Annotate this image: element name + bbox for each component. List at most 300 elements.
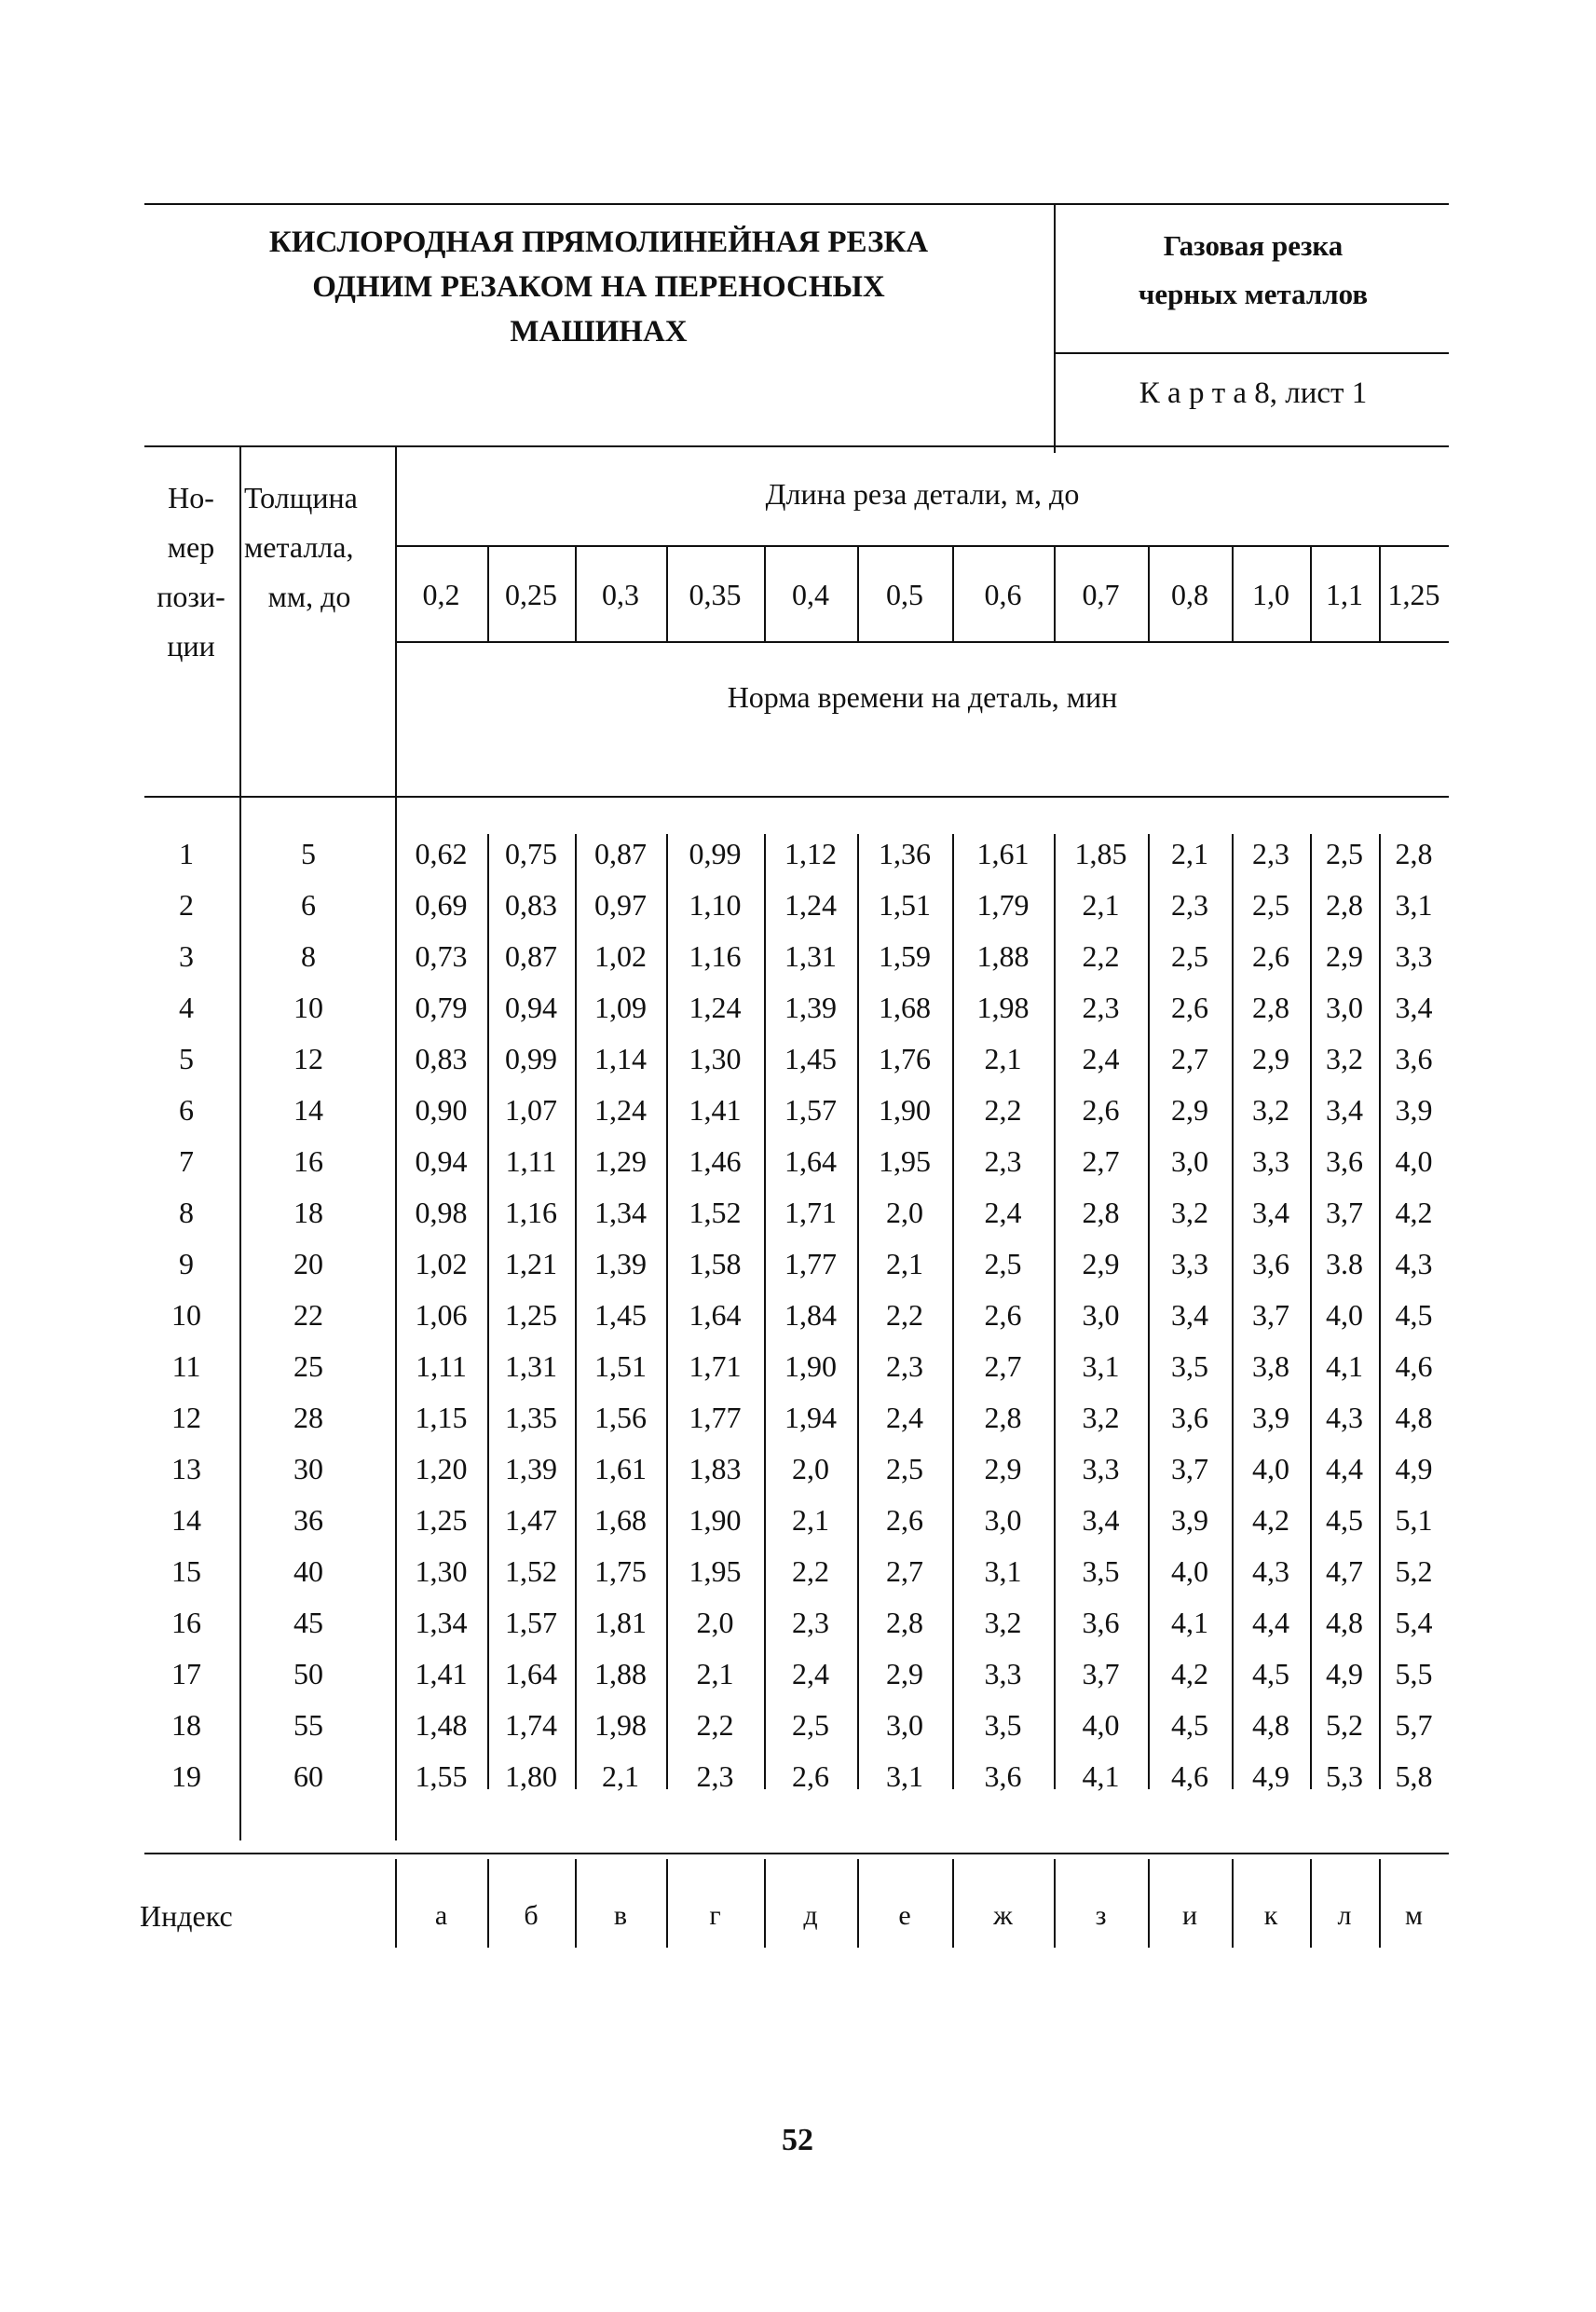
norm-value-cell: 1,34 (594, 1196, 647, 1229)
norm-value-cell: 2,0 (792, 1452, 829, 1485)
norm-value-cell: 0,94 (415, 1144, 468, 1178)
norm-value-cell: 2,8 (1326, 888, 1363, 922)
index-letter-cell: к (1263, 1900, 1278, 1931)
title-line-1: КИСЛОРОДНАЯ ПРЯМОЛИНЕЙНАЯ РЕЗКА (268, 226, 929, 259)
norm-value-cell: 1,15 (415, 1401, 468, 1434)
norm-value-cell: 3,4 (1082, 1503, 1120, 1537)
length-header-cell: 0,25 (505, 578, 557, 611)
norm-value-cell: 1,95 (689, 1554, 742, 1588)
thickness-cell: 22 (293, 1298, 323, 1332)
norm-value-cell: 1,76 (879, 1042, 931, 1075)
norm-value-cell: 1,98 (976, 991, 1030, 1024)
norm-value-cell: 4,3 (1395, 1247, 1433, 1280)
position-cell: 11 (171, 1349, 201, 1383)
norm-value-cell: 2,3 (792, 1606, 829, 1639)
norm-value-cell: 1,52 (505, 1554, 557, 1588)
norm-value-cell: 1,41 (415, 1657, 468, 1690)
position-header-line-2: мер (167, 530, 215, 564)
norm-value-cell: 2,5 (886, 1452, 923, 1485)
norm-value-cell: 4,0 (1171, 1554, 1208, 1588)
position-cell: 2 (179, 888, 194, 922)
norm-value-cell: 4,2 (1395, 1196, 1433, 1229)
norm-value-cell: 2,3 (984, 1144, 1022, 1178)
norm-value-cell: 1,21 (505, 1247, 557, 1280)
norm-value-cell: 1,68 (594, 1503, 647, 1537)
norm-value-cell: 4,1 (1171, 1606, 1208, 1639)
position-header-line-4: ции (167, 629, 215, 663)
norm-value-cell: 2,4 (792, 1657, 829, 1690)
norm-value-cell: 3,6 (1171, 1401, 1208, 1434)
norm-value-cell: 3,1 (1082, 1349, 1120, 1383)
thickness-column-header (244, 473, 393, 622)
norm-value-cell: 1,64 (689, 1298, 742, 1332)
norm-value-cell: 3,3 (1171, 1247, 1208, 1280)
norm-value-cell: 1,85 (1074, 837, 1127, 870)
norm-value-cell: 1,83 (689, 1452, 742, 1485)
norm-value-cell: 1,61 (594, 1452, 647, 1485)
norm-value-cell: 0,87 (505, 939, 557, 973)
position-cell: 18 (171, 1708, 201, 1742)
norm-value-cell: 3,4 (1252, 1196, 1289, 1229)
norm-value-cell: 1,51 (594, 1349, 647, 1383)
norm-value-cell: 1,41 (689, 1093, 742, 1127)
thickness-cell: 25 (293, 1349, 323, 1383)
index-letter-cell: д (803, 1900, 818, 1931)
norm-value-cell: 1,25 (505, 1298, 557, 1332)
norm-value-cell: 2,7 (886, 1554, 923, 1588)
norm-value-cell: 3,2 (1326, 1042, 1363, 1075)
thickness-header-line-1: Толщина (244, 481, 358, 514)
norm-value-cell: 3,4 (1395, 991, 1433, 1024)
norm-value-cell: 1,46 (689, 1144, 742, 1178)
thickness-cell: 16 (293, 1144, 323, 1178)
norm-value-cell: 1,52 (689, 1196, 742, 1229)
norm-value-cell: 3,4 (1326, 1093, 1363, 1127)
position-cell: 16 (171, 1606, 201, 1639)
norm-value-cell: 2,2 (696, 1708, 734, 1742)
norm-value-cell: 1,09 (594, 991, 647, 1024)
norm-value-cell: 2,4 (886, 1401, 923, 1434)
norm-value-cell: 4,7 (1326, 1554, 1363, 1588)
position-cell: 13 (171, 1452, 201, 1485)
position-thickness-divider (239, 445, 241, 1840)
thickness-header-line-3: мм, до (267, 580, 351, 613)
norm-value-cell: 2,6 (984, 1298, 1022, 1332)
norm-value-cell: 1,11 (505, 1144, 557, 1178)
header-vertical-divider (1054, 203, 1056, 453)
position-header-line-1: Но- (168, 481, 214, 514)
norm-value-cell: 4,0 (1082, 1708, 1120, 1742)
norm-value-cell: 3,9 (1395, 1093, 1433, 1127)
norm-value-cell: 2,2 (984, 1093, 1022, 1127)
norm-value-cell: 1,10 (689, 888, 742, 922)
norm-value-cell: 1,58 (689, 1247, 742, 1280)
norm-value-cell: 1,57 (505, 1606, 557, 1639)
thickness-header-line-2: металла, (244, 530, 354, 564)
norm-value-cell: 4,6 (1395, 1349, 1433, 1383)
norm-value-cell: 1,31 (784, 939, 837, 973)
thickness-cell: 18 (293, 1196, 323, 1229)
norm-value-cell: 1,64 (505, 1657, 557, 1690)
thickness-cell: 60 (293, 1759, 323, 1793)
norm-value-cell: 2,8 (1395, 837, 1433, 870)
norm-value-cell: 2,1 (1082, 888, 1120, 922)
norm-value-cell: 3,2 (1252, 1093, 1289, 1127)
page-title (149, 220, 1048, 354)
norm-value-cell: 4,3 (1326, 1401, 1363, 1434)
category-line-2: черных металлов (1138, 278, 1369, 310)
norm-value-cell: 1,75 (594, 1554, 647, 1588)
norm-value-cell: 2,7 (984, 1349, 1022, 1383)
norm-value-cell: 2,1 (696, 1657, 734, 1690)
norm-value-cell: 3,3 (1395, 939, 1433, 973)
norm-value-cell: 4,5 (1171, 1708, 1208, 1742)
position-cell: 1 (179, 837, 194, 870)
norm-value-cell: 1,81 (594, 1606, 647, 1639)
norm-value-cell: 1,77 (689, 1401, 742, 1434)
norm-value-cell: 3,5 (1082, 1554, 1120, 1588)
norm-value-cell: 5,5 (1395, 1657, 1433, 1690)
norm-value-cell: 1,80 (505, 1759, 557, 1793)
thickness-cell: 45 (293, 1606, 323, 1639)
norm-value-cell: 3,2 (1171, 1196, 1208, 1229)
page-number: 52 (782, 2123, 813, 2157)
norm-value-cell: 1,25 (415, 1503, 468, 1537)
norm-value-cell: 0,79 (415, 991, 468, 1024)
norm-value-cell: 3,7 (1252, 1298, 1289, 1332)
index-letter-cell: а (434, 1900, 448, 1931)
norm-value-cell: 3.8 (1326, 1247, 1363, 1280)
norm-value-cell: 1,35 (505, 1401, 557, 1434)
norm-value-cell: 1,61 (976, 837, 1030, 870)
length-values-rule (395, 641, 1449, 643)
norm-header: Норма времени на деталь, мин (727, 680, 1118, 714)
length-header-cell: 0,5 (886, 578, 923, 611)
norm-value-cell: 2,7 (1082, 1144, 1120, 1178)
norm-value-cell: 0,90 (415, 1093, 468, 1127)
norm-value-cell: 5,8 (1395, 1759, 1433, 1793)
norm-value-cell: 0,83 (505, 888, 557, 922)
norm-value-cell: 0,99 (505, 1042, 557, 1075)
norm-value-cell: 4,8 (1252, 1708, 1289, 1742)
norm-value-cell: 1,59 (879, 939, 931, 973)
norm-value-cell: 1,51 (879, 888, 931, 922)
norm-value-cell: 2,6 (886, 1503, 923, 1537)
norm-value-cell: 0,75 (505, 837, 557, 870)
norm-value-cell: 2,9 (1082, 1247, 1120, 1280)
norm-value-cell: 2,6 (1252, 939, 1289, 973)
norm-value-cell: 2,5 (1252, 888, 1289, 922)
norm-value-cell: 2,1 (984, 1042, 1022, 1075)
norm-value-cell: 1,88 (594, 1657, 647, 1690)
norm-value-cell: 4,3 (1252, 1554, 1289, 1588)
norm-value-cell: 1,71 (784, 1196, 837, 1229)
norm-value-cell: 1,14 (594, 1042, 647, 1075)
norm-value-cell: 1,77 (784, 1247, 837, 1280)
norm-value-cell: 4,2 (1171, 1657, 1208, 1690)
norm-value-cell: 4,0 (1326, 1298, 1363, 1332)
norm-value-cell: 3,0 (1326, 991, 1363, 1024)
length-header-cell: 0,8 (1171, 578, 1208, 611)
norm-value-cell: 2,6 (1171, 991, 1208, 1024)
norm-value-cell: 1,90 (689, 1503, 742, 1537)
norm-value-cell: 5,2 (1326, 1708, 1363, 1742)
thickness-cell: 55 (293, 1708, 323, 1742)
norm-value-cell: 4,0 (1252, 1452, 1289, 1485)
thickness-cell: 50 (293, 1657, 323, 1690)
norm-value-cell: 2,9 (1252, 1042, 1289, 1075)
length-header-cell: 0,7 (1082, 578, 1120, 611)
norm-value-cell: 3,0 (886, 1708, 923, 1742)
norm-value-cell: 1,84 (784, 1298, 837, 1332)
category-line-1: Газовая резка (1163, 229, 1344, 262)
index-letter-cell: в (613, 1900, 628, 1931)
table-header-bottom-rule (144, 796, 1449, 798)
norm-value-cell: 2,9 (1171, 1093, 1208, 1127)
norm-value-cell: 4,8 (1395, 1401, 1433, 1434)
index-letter-cell: з (1095, 1900, 1107, 1931)
norm-value-cell: 3,6 (1082, 1606, 1120, 1639)
thickness-cell: 12 (293, 1042, 323, 1075)
norm-value-cell: 2,8 (1252, 991, 1289, 1024)
norm-value-cell: 3,0 (984, 1503, 1022, 1537)
thickness-cell: 5 (301, 837, 316, 870)
length-header-cell: 1,1 (1326, 578, 1363, 611)
norm-value-cell: 1,20 (415, 1452, 468, 1485)
norm-value-cell: 0,69 (415, 888, 468, 922)
norm-value-cell: 4,1 (1082, 1759, 1120, 1793)
position-cell: 3 (179, 939, 194, 973)
norm-value-cell: 1,24 (594, 1093, 647, 1127)
norm-value-cell: 2,6 (1082, 1093, 1120, 1127)
norm-value-cell: 2,9 (984, 1452, 1022, 1485)
norm-value-cell: 3,6 (984, 1759, 1022, 1793)
norm-value-cell: 2,5 (1326, 837, 1363, 870)
norm-value-cell: 1,55 (415, 1759, 468, 1793)
norm-value-cell: 5,3 (1326, 1759, 1363, 1793)
norm-value-cell: 2,7 (1171, 1042, 1208, 1075)
norm-value-cell: 1,57 (784, 1093, 837, 1127)
thickness-cell: 6 (301, 888, 316, 922)
norm-value-cell: 1,39 (594, 1247, 647, 1280)
thickness-cell: 36 (293, 1503, 323, 1537)
norm-value-cell: 3,1 (886, 1759, 923, 1793)
position-cell: 14 (171, 1503, 201, 1537)
norm-value-cell: 1,90 (784, 1349, 837, 1383)
norm-value-cell: 3,9 (1252, 1401, 1289, 1434)
norm-value-cell: 0,97 (594, 888, 647, 922)
thickness-cell: 20 (293, 1247, 323, 1280)
norm-value-cell: 3,5 (984, 1708, 1022, 1742)
norm-value-cell: 2,9 (886, 1657, 923, 1690)
norm-value-cell: 2,5 (984, 1247, 1022, 1280)
position-cell: 19 (171, 1759, 201, 1793)
thickness-cell: 28 (293, 1401, 323, 1434)
norm-value-cell: 1,94 (784, 1401, 837, 1434)
norm-value-cell: 4,6 (1171, 1759, 1208, 1793)
norm-value-cell: 3,6 (1395, 1042, 1433, 1075)
thickness-cell: 10 (293, 991, 323, 1024)
norm-value-cell: 2,1 (602, 1759, 639, 1793)
norm-value-cell: 1,31 (505, 1349, 557, 1383)
position-cell: 15 (171, 1554, 201, 1588)
norm-value-cell: 1,16 (505, 1196, 557, 1229)
norm-value-cell: 5,7 (1395, 1708, 1433, 1742)
norm-value-cell: 3,0 (1171, 1144, 1208, 1178)
norm-value-cell: 3,3 (1252, 1144, 1289, 1178)
norm-value-cell: 2,0 (696, 1606, 734, 1639)
norm-value-cell: 5,2 (1395, 1554, 1433, 1588)
norm-value-cell: 1,39 (505, 1452, 557, 1485)
position-cell: 5 (179, 1042, 194, 1075)
norm-value-cell: 2,3 (886, 1349, 923, 1383)
card-label: К а р т а 8, лист 1 (1139, 376, 1368, 410)
norm-value-cell: 3,3 (984, 1657, 1022, 1690)
norm-value-cell: 0,83 (415, 1042, 468, 1075)
norm-value-cell: 3,5 (1171, 1349, 1208, 1383)
norm-value-cell: 0,94 (505, 991, 557, 1024)
norm-value-cell: 3,7 (1082, 1657, 1120, 1690)
norm-value-cell: 4,5 (1326, 1503, 1363, 1537)
norm-value-cell: 1,71 (689, 1349, 742, 1383)
norm-value-cell: 2,5 (792, 1708, 829, 1742)
title-line-2: ОДНИМ РЕЗАКОМ НА ПЕРЕНОСНЫХ (312, 270, 885, 304)
length-header-rule (395, 545, 1449, 547)
norm-value-cell: 1,24 (784, 888, 837, 922)
norm-value-cell: 2,0 (886, 1196, 923, 1229)
norm-value-cell: 1,48 (415, 1708, 468, 1742)
position-cell: 6 (179, 1093, 194, 1127)
norm-value-cell: 3,0 (1082, 1298, 1120, 1332)
index-label: Индекс (140, 1899, 233, 1933)
thickness-cell: 30 (293, 1452, 323, 1485)
norm-value-cell: 2,9 (1326, 939, 1363, 973)
norm-value-cell: 1,02 (594, 939, 647, 973)
norm-value-cell: 0,62 (415, 837, 468, 870)
title-line-3: МАШИНАХ (510, 315, 688, 349)
table-body-bottom-rule (144, 1853, 1449, 1854)
norm-value-cell: 4,1 (1326, 1349, 1363, 1383)
index-letter-cell: е (898, 1900, 911, 1931)
norm-value-cell: 0,98 (415, 1196, 468, 1229)
norm-value-cell: 1,98 (594, 1708, 647, 1742)
position-cell: 9 (179, 1247, 194, 1280)
norm-value-cell: 0,99 (689, 837, 742, 870)
header-card-rule (1054, 352, 1449, 354)
length-header-cell: 1,25 (1387, 578, 1440, 611)
norm-value-cell: 3,6 (1252, 1247, 1289, 1280)
norm-value-cell: 4,9 (1326, 1657, 1363, 1690)
norm-value-cell: 2,3 (1082, 991, 1120, 1024)
norm-value-cell: 2,6 (792, 1759, 829, 1793)
norm-value-cell: 1,95 (879, 1144, 931, 1178)
norm-value-cell: 4,4 (1326, 1452, 1363, 1485)
norm-value-cell: 1,45 (784, 1042, 837, 1075)
norm-value-cell: 1,07 (505, 1093, 557, 1127)
norm-value-cell: 3,6 (1326, 1144, 1363, 1178)
norm-value-cell: 1,06 (415, 1298, 468, 1332)
norm-value-cell: 2,8 (886, 1606, 923, 1639)
norm-value-cell: 1,64 (784, 1144, 837, 1178)
norm-value-cell: 2,3 (696, 1759, 734, 1793)
norm-value-cell: 2,3 (1171, 888, 1208, 922)
norm-value-cell: 1,74 (505, 1708, 557, 1742)
norm-value-cell: 1,45 (594, 1298, 647, 1332)
norm-value-cell: 4,0 (1395, 1144, 1433, 1178)
norm-value-cell: 3,1 (1395, 888, 1433, 922)
category-label (1057, 222, 1449, 319)
length-header-cell: 0,4 (792, 578, 829, 611)
norm-value-cell: 3,8 (1252, 1349, 1289, 1383)
position-cell: 12 (171, 1401, 201, 1434)
norm-value-cell: 1,56 (594, 1401, 647, 1434)
norm-value-cell: 3,7 (1326, 1196, 1363, 1229)
norm-value-cell: 2,5 (1171, 939, 1208, 973)
norm-value-cell: 1,36 (879, 837, 931, 870)
length-header-cell: 1,0 (1252, 578, 1289, 611)
norm-value-cell: 1,16 (689, 939, 742, 973)
norm-value-cell: 1,47 (505, 1503, 557, 1537)
length-header-cell: 0,3 (602, 578, 639, 611)
norm-value-cell: 1,12 (784, 837, 837, 870)
norm-value-cell: 2,4 (1082, 1042, 1120, 1075)
norm-value-cell: 2,8 (1082, 1196, 1120, 1229)
norm-value-cell: 4,2 (1252, 1503, 1289, 1537)
position-cell: 4 (179, 991, 194, 1024)
index-letter-cell: м (1405, 1900, 1423, 1931)
norm-value-cell: 4,9 (1395, 1452, 1433, 1485)
norm-value-cell: 2,2 (1082, 939, 1120, 973)
norm-value-cell: 1,24 (689, 991, 742, 1024)
norm-value-cell: 1,30 (415, 1554, 468, 1588)
norm-value-cell: 2,3 (1252, 837, 1289, 870)
norm-value-cell: 3,7 (1171, 1452, 1208, 1485)
position-cell: 10 (171, 1298, 201, 1332)
norm-value-cell: 2,4 (984, 1196, 1022, 1229)
index-letter-cell: ж (993, 1900, 1013, 1931)
index-letter-cell: и (1181, 1900, 1198, 1931)
norm-value-cell: 1,30 (689, 1042, 742, 1075)
thickness-cell: 40 (293, 1554, 323, 1588)
index-letter-cell: г (709, 1900, 721, 1931)
header-bottom-rule (144, 445, 1449, 447)
norm-value-cell: 4,9 (1252, 1759, 1289, 1793)
norm-value-cell: 2,2 (792, 1554, 829, 1588)
length-header: Длина реза детали, м, до (765, 477, 1080, 511)
norm-value-cell: 0,73 (415, 939, 468, 973)
length-header-cell: 0,35 (689, 578, 742, 611)
norm-value-cell: 0,87 (594, 837, 647, 870)
thickness-cell: 14 (293, 1093, 323, 1127)
index-letter-cell: л (1337, 1900, 1352, 1931)
norm-value-cell: 3,9 (1171, 1503, 1208, 1537)
norm-value-cell: 3,2 (984, 1606, 1022, 1639)
header-top-rule (144, 203, 1449, 205)
norm-value-cell: 4,8 (1326, 1606, 1363, 1639)
position-column-header (144, 473, 238, 671)
norm-value-cell: 3,1 (984, 1554, 1022, 1588)
norm-value-cell: 2,1 (1171, 837, 1208, 870)
norm-value-cell: 4,5 (1395, 1298, 1433, 1332)
position-cell: 8 (179, 1196, 194, 1229)
norm-value-cell: 1,29 (594, 1144, 647, 1178)
norm-value-cell: 2,8 (984, 1401, 1022, 1434)
norm-value-cell: 5,4 (1395, 1606, 1433, 1639)
index-letter-cell: б (524, 1900, 539, 1931)
norm-value-cell: 1,39 (784, 991, 837, 1024)
norm-value-cell: 1,34 (415, 1606, 468, 1639)
position-cell: 7 (179, 1144, 194, 1178)
